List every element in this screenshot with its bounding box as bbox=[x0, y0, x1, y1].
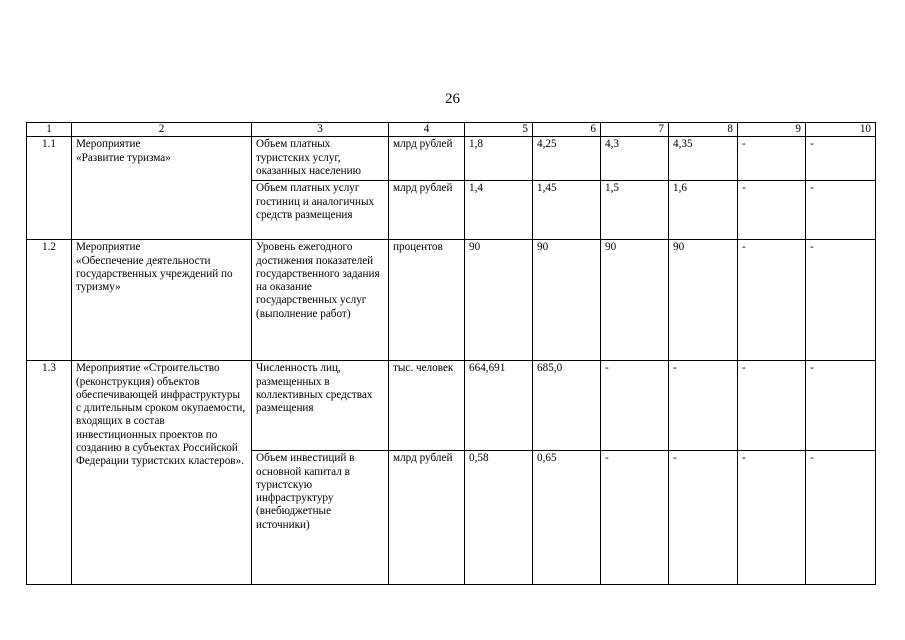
table-row bbox=[27, 240, 876, 361]
value-cell: 90 bbox=[533, 240, 601, 361]
value-cell: - bbox=[806, 240, 876, 361]
indicator-name: Численность лиц, размещенных в коллективных средствах размещения bbox=[252, 361, 389, 451]
value-cell: 1,5 bbox=[601, 181, 669, 240]
indicator-name: Объем платных туристских услуг, оказанных населению bbox=[252, 137, 389, 181]
value-cell: 90 bbox=[465, 240, 533, 361]
value-cell: 0,65 bbox=[533, 451, 601, 585]
header-cell: 10 bbox=[806, 123, 876, 137]
value-cell: - bbox=[738, 361, 806, 451]
event-cell: Мероприятие «Обеспечение деятельности государственных учреждений по туризму» bbox=[72, 240, 252, 361]
indicator-unit: млрд рублей bbox=[389, 181, 465, 240]
header-cell: 2 bbox=[72, 123, 252, 137]
page-number: 26 bbox=[445, 91, 460, 107]
value-cell: 1,6 bbox=[669, 181, 738, 240]
event-cell: Мероприятие «Строительство (реконструкция) объектов обеспечивающей инфраструктуры с длительным сроком окупаемости, входящих в состав инвестиционных проектов по созданию в субъектах Российской Федерации туристских кластеров». bbox=[72, 361, 252, 585]
table-row bbox=[27, 361, 876, 451]
indicator-unit: тыс. человек bbox=[389, 361, 465, 451]
header-cell: 9 bbox=[738, 123, 806, 137]
value-cell: 90 bbox=[669, 240, 738, 361]
table-row bbox=[27, 137, 876, 181]
row-number: 1.2 bbox=[27, 240, 72, 361]
value-cell: - bbox=[738, 137, 806, 181]
value-cell: 90 bbox=[601, 240, 669, 361]
value-cell: 1,4 bbox=[465, 181, 533, 240]
header-cell: 5 bbox=[465, 123, 533, 137]
value-cell: 664,691 bbox=[465, 361, 533, 451]
value-cell: 1,45 bbox=[533, 181, 601, 240]
indicators-table bbox=[26, 122, 876, 585]
value-cell: 685,0 bbox=[533, 361, 601, 451]
indicator-name: Уровень ежегодного достижения показателей государственного задания на оказание государственных услуг (выполнение работ) bbox=[252, 240, 389, 361]
value-cell: - bbox=[601, 361, 669, 451]
indicator-unit: процентов bbox=[389, 240, 465, 361]
header-cell: 7 bbox=[601, 123, 669, 137]
value-cell: - bbox=[806, 361, 876, 451]
value-cell: - bbox=[669, 451, 738, 585]
value-cell: 4,35 bbox=[669, 137, 738, 181]
header-cell: 8 bbox=[669, 123, 738, 137]
indicator-unit: млрд рублей bbox=[389, 451, 465, 585]
event-cell: Мероприятие «Развитие туризма» bbox=[72, 137, 252, 240]
header-cell: 4 bbox=[389, 123, 465, 137]
value-cell: - bbox=[601, 451, 669, 585]
value-cell: - bbox=[806, 451, 876, 585]
header-cell: 3 bbox=[252, 123, 389, 137]
table-header-row bbox=[27, 123, 876, 137]
row-number: 1.1 bbox=[27, 137, 72, 240]
value-cell: - bbox=[669, 361, 738, 451]
value-cell: - bbox=[806, 137, 876, 181]
indicator-name: Объем платных услуг гостиниц и аналогичных средств размещения bbox=[252, 181, 389, 240]
value-cell: 1,8 bbox=[465, 137, 533, 181]
value-cell: 0,58 bbox=[465, 451, 533, 585]
value-cell: - bbox=[738, 181, 806, 240]
header-cell: 6 bbox=[533, 123, 601, 137]
row-number: 1.3 bbox=[27, 361, 72, 585]
value-cell: 4,25 bbox=[533, 137, 601, 181]
value-cell: - bbox=[738, 240, 806, 361]
indicator-name: Объем инвестиций в основной капитал в туристскую инфраструктуру (внебюджетные источники) bbox=[252, 451, 389, 585]
value-cell: 4,3 bbox=[601, 137, 669, 181]
header-cell: 1 bbox=[27, 123, 72, 137]
value-cell: - bbox=[806, 181, 876, 240]
indicator-unit: млрд рублей bbox=[389, 137, 465, 181]
value-cell: - bbox=[738, 451, 806, 585]
